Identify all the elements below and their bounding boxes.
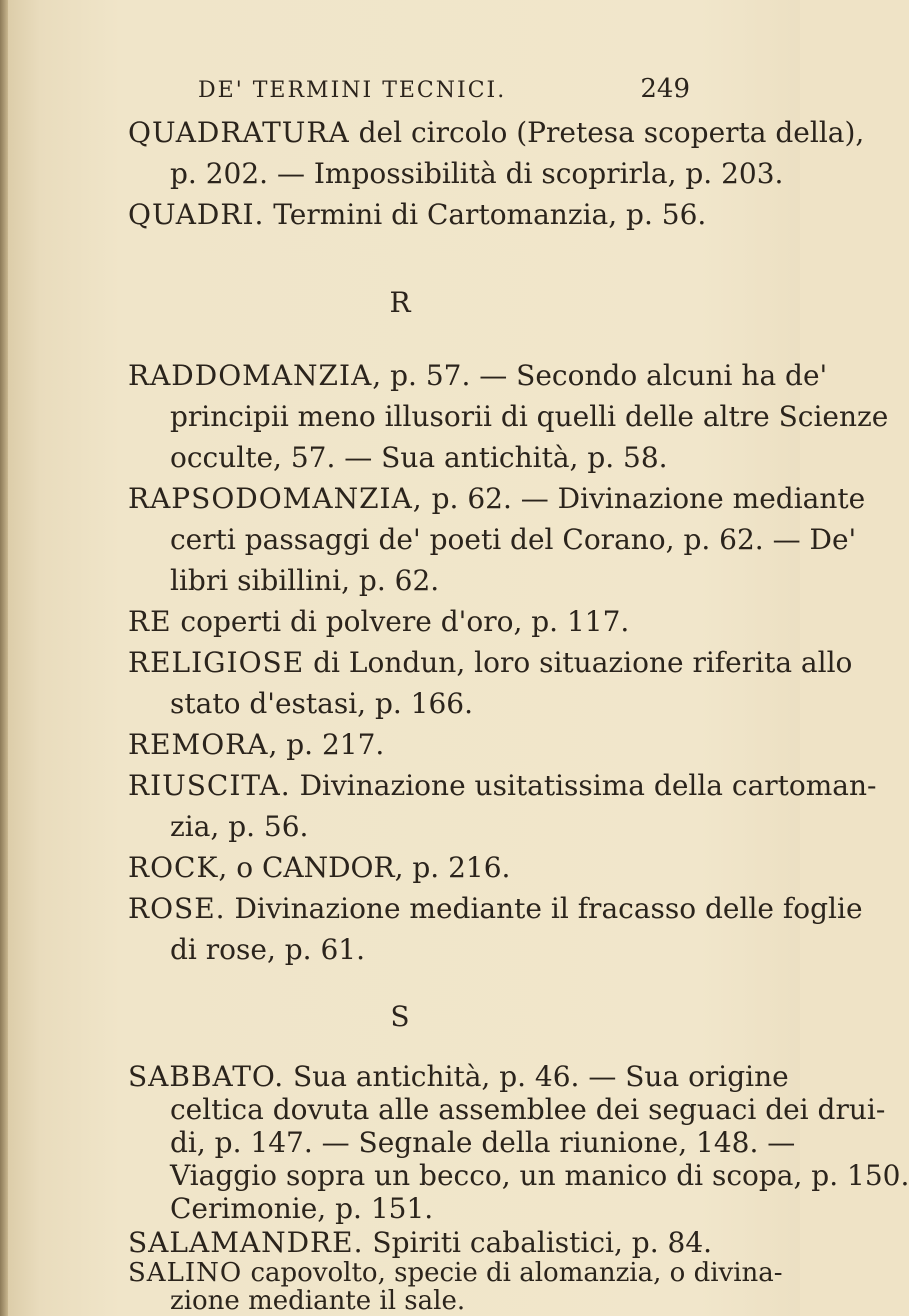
index-entry (128, 765, 877, 847)
entry-text: celtica dovuta alle assemblee dei seguaci dei drui- (170, 1093, 886, 1126)
entry-text: p. 202. — Impossibilità di scoprirla, p. 203. (170, 157, 784, 190)
entry-text: Spiriti cabalistici, p. 84. (363, 1226, 713, 1259)
entry-headword: QUADRI. (128, 198, 265, 231)
entry-text: p. 62. — Divinazione mediante (422, 482, 866, 515)
index-entry (128, 1060, 909, 1225)
entry-text: di rose, p. 61. (170, 933, 366, 966)
entry-headword: SALAMANDRE. (128, 1226, 364, 1259)
running-title: DE' TERMINI TECNICI. (198, 78, 507, 103)
index-entry (128, 642, 853, 724)
entry-text: principii meno illusorii di quelli delle altre Scienze (170, 400, 889, 433)
section-letter-s: S (390, 1000, 410, 1033)
entry-text: Sua antichità, p. 46. — Sua origine (284, 1060, 789, 1093)
entry-text: Divinazione usitatissima della cartoman- (290, 769, 877, 802)
index-entry (128, 601, 730, 642)
entry-headword: RE (128, 605, 172, 638)
entry-text: Divinazione mediante il fracasso delle foglie (225, 892, 863, 925)
entry-headword: ROCK (128, 851, 219, 884)
binding-gutter (0, 0, 8, 1316)
entry-text: certi passaggi de' poeti del Corano, p. 62. — De' (170, 523, 857, 556)
entry-text: stato d'estasi, p. 166. (170, 687, 474, 720)
entry-text: Cerimonie, p. 151. (170, 1192, 434, 1225)
entry-text: zione mediante il sale. (170, 1286, 466, 1316)
index-entry (128, 112, 865, 194)
entry-text: occulte, 57. — Sua antichità, p. 58. (170, 441, 668, 474)
index-entry (128, 847, 730, 888)
entry-text: , o CANDOR, p. 216. (218, 851, 511, 884)
entry-headword: SABBATO. (128, 1060, 285, 1093)
entry-text: Viaggio sopra un becco, un manico di scopa, p. 150. (170, 1159, 909, 1192)
entry-headword: RAPSODOMANZIA, (128, 482, 423, 515)
entry-headword: RIUSCITA. (128, 769, 291, 802)
index-entry (128, 724, 730, 765)
index-entry (128, 478, 866, 601)
page-number: 249 (640, 74, 690, 104)
entry-headword: SALINO (128, 1258, 243, 1288)
entry-headword: ROSE. (128, 892, 226, 925)
index-entry (128, 1226, 730, 1259)
index-entry (128, 355, 889, 478)
entry-text: di Londun, loro situazione riferita allo (304, 646, 853, 679)
entry-text: capovolto, specie di alomanzia, o divina- (242, 1258, 783, 1288)
entry-text: libri sibillini, p. 62. (170, 564, 440, 597)
entry-headword: RADDOMANZIA (128, 359, 373, 392)
entry-text: , p. 217. (268, 728, 385, 761)
entry-text: coperti di polvere d'oro, p. 117. (171, 605, 630, 638)
section-letter-r: R (389, 286, 411, 319)
entry-text: zia, p. 56. (170, 810, 309, 843)
entry-headword: REMORA (128, 728, 269, 761)
entry-text: Termini di Cartomanzia, p. 56. (264, 198, 707, 231)
entry-headword: QUADRATURA (128, 116, 350, 149)
entry-text: di, p. 147. — Segnale della riunione, 148. — (170, 1126, 796, 1159)
entry-text: del circolo (Pretesa scoperta della), (349, 116, 865, 149)
index-entry (128, 888, 863, 970)
index-entry (128, 1258, 783, 1316)
index-entry (128, 194, 730, 235)
entry-text: , p. 57. — Secondo alcuni ha de' (372, 359, 828, 392)
entry-headword: RELIGIOSE (128, 646, 305, 679)
